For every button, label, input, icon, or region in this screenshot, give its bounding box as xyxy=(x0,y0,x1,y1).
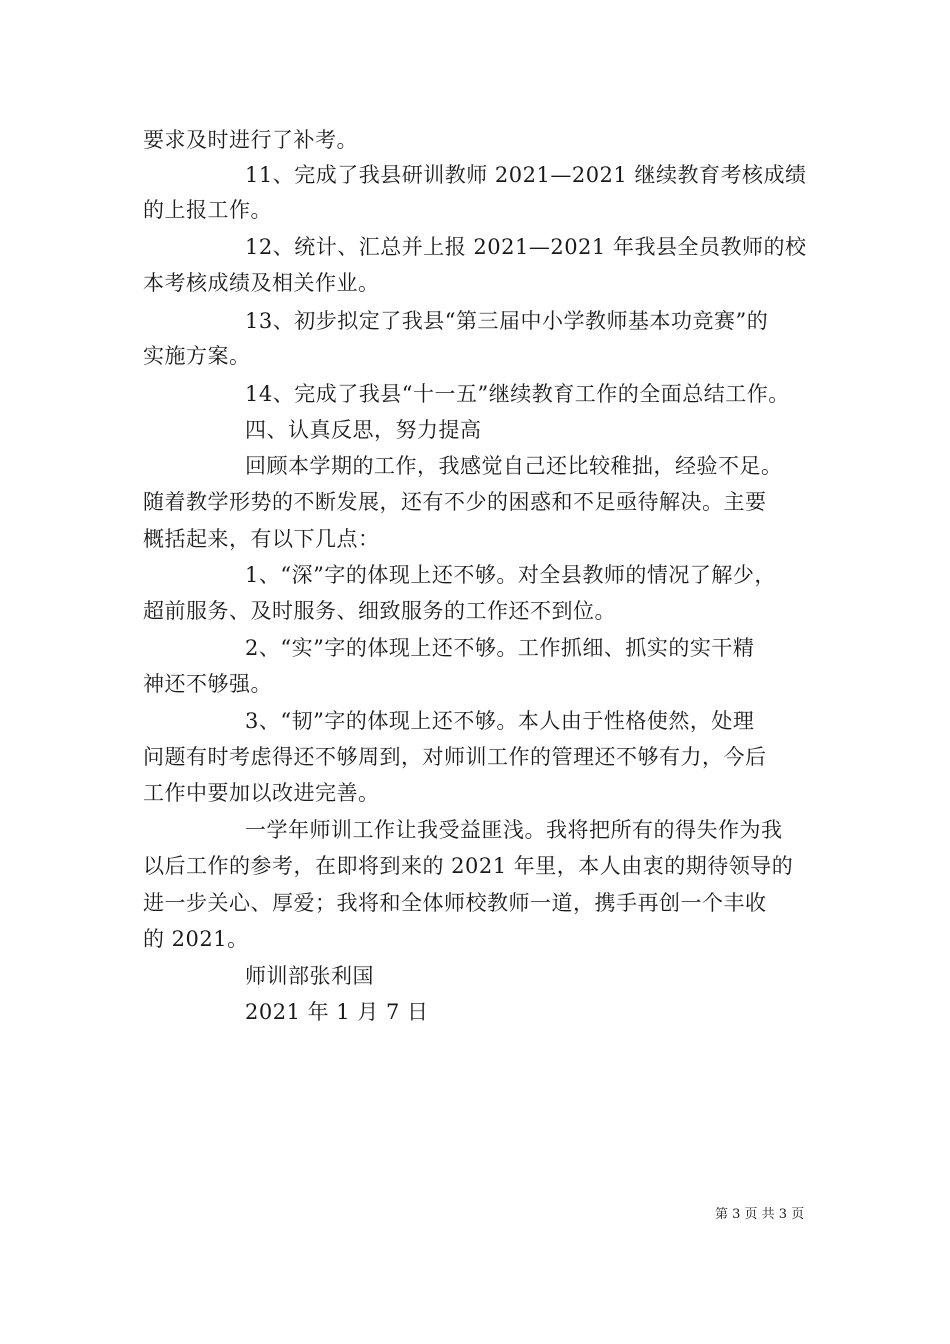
text-line: 工作中要加以改进完善。 xyxy=(143,781,380,805)
text-line: 问题有时考虑得还不够周到，对师训工作的管理还不够有力，今后 xyxy=(143,745,767,769)
text-line: 的上报工作。 xyxy=(143,198,272,222)
page-number-footer: 第 3 页 共 3 页 xyxy=(715,1207,805,1222)
signature-name: 师训部张利国 xyxy=(245,964,374,988)
text-line: 本考核成绩及相关作业。 xyxy=(143,271,380,295)
text-line: 随着教学形势的不断发展，还有不少的困惑和不足亟待解决。主要 xyxy=(143,490,767,514)
section-heading: 四、认真反思，努力提高 xyxy=(245,418,482,442)
text-line: 进一步关心、厚爱；我将和全体师校教师一道，携手再创一个丰收 xyxy=(143,891,767,915)
text-line: 实施方案。 xyxy=(143,344,251,368)
text-line: 的 2021。 xyxy=(143,927,249,951)
signature-date: 2021 年 1 月 7 日 xyxy=(245,1000,429,1024)
text-line: 1、“深”字的体现上还不够。对全县教师的情况了解少， xyxy=(245,563,776,587)
text-line: 回顾本学期的工作，我感觉自己还比较稚拙，经验不足。 xyxy=(245,454,783,478)
text-line: 要求及时进行了补考。 xyxy=(143,128,358,152)
text-line: 11、完成了我县研训教师 2021—2021 继续教育考核成绩 xyxy=(245,163,807,187)
text-line: 3、“韧”字的体现上还不够。本人由于性格使然，处理 xyxy=(245,709,755,733)
text-line: 13、初步拟定了我县“第三届中小学教师基本功竞赛”的 xyxy=(245,309,769,333)
text-line: 12、统计、汇总并上报 2021—2021 年我县全员教师的校 xyxy=(245,235,807,259)
text-line: 以后工作的参考，在即将到来的 2021 年里，本人由衷的期待领导的 xyxy=(143,854,794,878)
text-line: 神还不够强。 xyxy=(143,672,272,696)
text-line: 一学年师训工作让我受益匪浅。我将把所有的得失作为我 xyxy=(245,818,783,842)
text-line: 概括起来，有以下几点： xyxy=(143,527,380,551)
text-line: 超前服务、及时服务、细致服务的工作还不到位。 xyxy=(143,599,616,623)
text-line: 14、完成了我县“十一五”继续教育工作的全面总结工作。 xyxy=(245,382,790,406)
text-line: 2、“实”字的体现上还不够。工作抓细、抓实的实干精 xyxy=(245,636,755,660)
